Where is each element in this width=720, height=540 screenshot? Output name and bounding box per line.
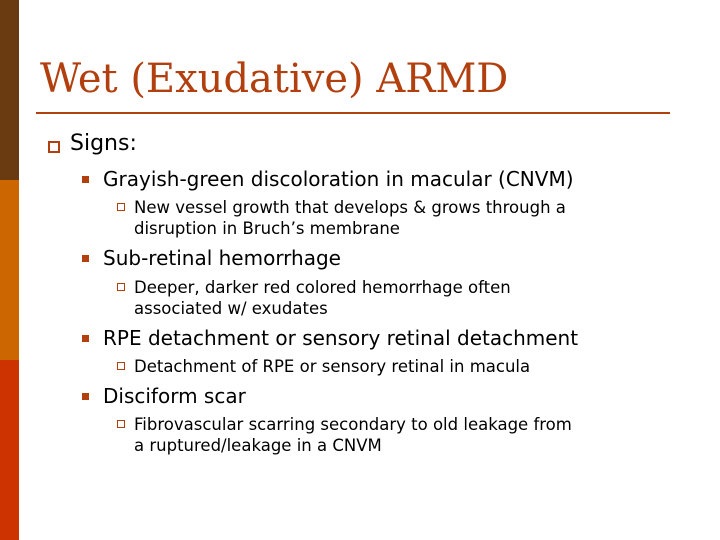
bullet-level2: Grayish-green discoloration in macular (CNVM) — [103, 167, 574, 191]
bullet-level3-line: Fibrovascular scarring secondary to old leakage from — [134, 415, 572, 434]
bullet-level3-line: Deeper, darker red colored hemorrhage often — [134, 278, 511, 297]
bullet-level2: Sub-retinal hemorrhage — [103, 246, 341, 270]
hollow-square-bullet-icon — [48, 141, 60, 153]
bullet-level2: RPE detachment or sensory retinal detachment — [103, 326, 579, 350]
bullet-level3-line: Detachment of RPE or sensory retinal in macula — [134, 357, 531, 376]
square-bullet-icon — [82, 176, 89, 183]
square-bullet-icon — [82, 335, 89, 342]
hollow-square-bullet-icon — [117, 420, 125, 428]
hollow-square-bullet-icon — [117, 362, 125, 370]
bullet-level2: Disciform scar — [103, 384, 246, 408]
hollow-square-bullet-icon — [117, 203, 125, 211]
bullet-level1-signs: Signs: — [70, 131, 137, 156]
left-accent-bar-top — [0, 0, 19, 180]
left-accent-bar-middle — [0, 180, 19, 360]
slide-title: Wet (Exudative) ARMD — [40, 56, 509, 102]
square-bullet-icon — [82, 393, 89, 400]
bullet-level3-line: a ruptured/leakage in a CNVM — [134, 436, 382, 455]
left-accent-bar-bottom — [0, 360, 19, 540]
square-bullet-icon — [82, 255, 89, 262]
title-divider — [36, 112, 670, 114]
hollow-square-bullet-icon — [117, 283, 125, 291]
bullet-level3-line: New vessel growth that develops & grows through a — [134, 198, 566, 217]
bullet-level3-line: associated w/ exudates — [134, 299, 328, 318]
bullet-level3-line: disruption in Bruch’s membrane — [134, 219, 400, 238]
